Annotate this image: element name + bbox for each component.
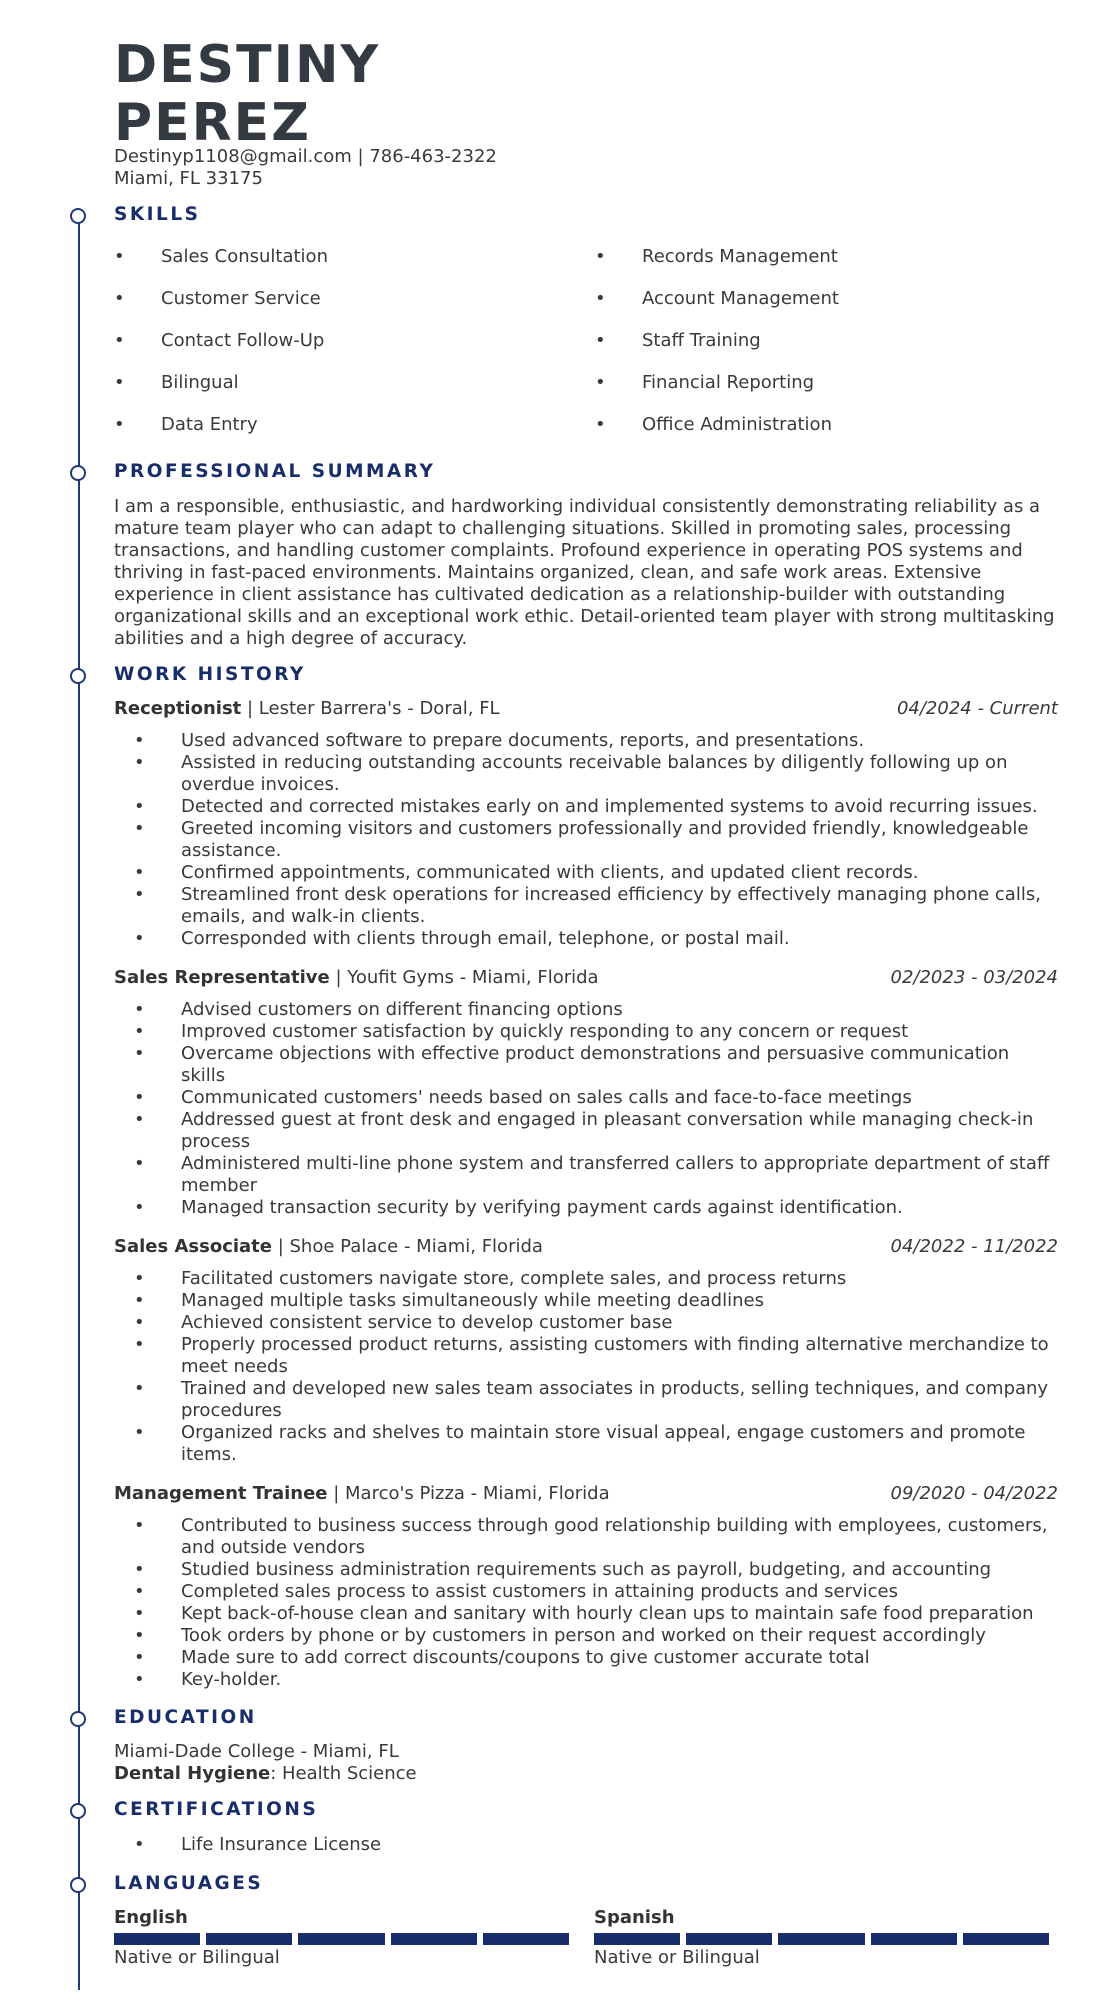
contact-line: Destinyp1108@gmail.com | 786-463-2322 bbox=[114, 146, 497, 167]
skills-list: • Sales Consultation • Customer Service • Contact Follow-Up • Bilingual • Data Entry • Records Management • Account Management • Staff Training • Financial Reporting • Office Administration bbox=[114, 246, 839, 435]
last-name: PEREZ bbox=[114, 93, 311, 153]
rating-segment bbox=[114, 1933, 200, 1945]
list-item: • Managed transaction security by verifying payment cards against identification. bbox=[134, 1197, 903, 1218]
rating-segment bbox=[298, 1933, 384, 1945]
job-company: | Marco's Pizza - Miami, Florida bbox=[327, 1483, 610, 1504]
certifications-list bbox=[114, 1834, 1058, 1856]
language-rating-bar bbox=[114, 1933, 569, 1945]
job-title: Sales Associate bbox=[114, 1236, 272, 1257]
rating-segment bbox=[391, 1933, 477, 1945]
list-item: • Greeted incoming visitors and customers professionally and provided friendly, knowledgeable assistance. bbox=[134, 818, 1029, 861]
education-school: Miami-Dade College - Miami, FL bbox=[114, 1741, 399, 1762]
list-item: • Took orders by phone or by customers in person and worked on their request accordingly bbox=[134, 1625, 986, 1646]
list-item: • Key-holder. bbox=[134, 1669, 282, 1690]
job-header bbox=[114, 967, 1058, 989]
job-company: | Shoe Palace - Miami, Florida bbox=[272, 1236, 543, 1257]
list-item: • Assisted in reducing outstanding accounts receivable balances by diligently following up on overdue invoices. bbox=[134, 752, 1008, 795]
list-item: • Managed multiple tasks simultaneously while meeting deadlines bbox=[134, 1290, 764, 1311]
job-company: | Lester Barrera's - Doral, FL bbox=[241, 698, 500, 719]
job-bullets bbox=[114, 1515, 1058, 1691]
education-degree: Dental Hygiene: Health Science bbox=[114, 1763, 417, 1784]
list-item: • Corresponded with clients through email, telephone, or postal mail. bbox=[134, 928, 790, 949]
language-name: English bbox=[114, 1907, 188, 1928]
rating-segment bbox=[206, 1933, 292, 1945]
list-item: • Detected and corrected mistakes early on and implemented systems to avoid recurring issues. bbox=[134, 796, 1038, 817]
section-title-education: EDUCATION bbox=[114, 1707, 257, 1728]
timeline-node-skills bbox=[70, 208, 86, 224]
language-name: Spanish bbox=[594, 1907, 675, 1928]
section-title-summary: PROFESSIONAL SUMMARY bbox=[114, 461, 436, 482]
list-item: • Achieved consistent service to develop customer base bbox=[134, 1312, 673, 1333]
list-item: • Made sure to add correct discounts/coupons to give customer accurate total bbox=[134, 1647, 870, 1668]
list-item: • Facilitated customers navigate store, complete sales, and process returns bbox=[134, 1268, 847, 1289]
job-dates: 04/2024 - Current bbox=[896, 698, 1058, 719]
list-item: • Confirmed appointments, communicated with clients, and updated client records. bbox=[134, 862, 919, 883]
candidate-name bbox=[114, 36, 380, 152]
timeline-node-summary bbox=[70, 465, 86, 481]
language-level: Native or Bilingual bbox=[594, 1947, 760, 1968]
job-title: Receptionist bbox=[114, 698, 242, 719]
list-item: • Life Insurance License bbox=[134, 1834, 382, 1855]
job-dates: 02/2023 - 03/2024 bbox=[890, 967, 1058, 988]
rating-segment bbox=[963, 1933, 1049, 1945]
job-title: Sales Representative bbox=[114, 967, 330, 988]
section-title-languages: LANGUAGES bbox=[114, 1873, 264, 1894]
language-english bbox=[114, 1907, 569, 1969]
list-item: • Studied business administration requirements such as payroll, budgeting, and accounting bbox=[134, 1559, 992, 1580]
job-bullets bbox=[114, 1268, 1058, 1466]
list-item: • Advised customers on different financing options bbox=[134, 999, 623, 1020]
job-bullets bbox=[114, 999, 1058, 1219]
list-item: • Streamlined front desk operations for increased efficiency by effectively managing phone calls, emails, and walk-in clients. bbox=[134, 884, 1041, 927]
list-item: • Overcame objections with effective product demonstrations and persuasive communication skills bbox=[134, 1043, 1010, 1086]
timeline-node-work bbox=[70, 668, 86, 684]
job-dates: 09/2020 - 04/2022 bbox=[890, 1483, 1058, 1504]
language-level: Native or Bilingual bbox=[114, 1947, 280, 1968]
section-title-work-history: WORK HISTORY bbox=[114, 664, 306, 685]
section-title-skills: SKILLS bbox=[114, 204, 201, 225]
rating-segment bbox=[778, 1933, 864, 1945]
list-item: • Improved customer satisfaction by quickly responding to any concern or request bbox=[134, 1021, 909, 1042]
timeline-node-languages bbox=[70, 1877, 86, 1893]
contact-info bbox=[114, 146, 497, 190]
first-name: DESTINY bbox=[114, 35, 381, 95]
rating-segment bbox=[483, 1933, 569, 1945]
summary-text: I am a responsible, enthusiastic, and hardworking individual consistently demonstrating reliability as a mature team player who can adapt to challenging situations. Skilled in promoting sales, processing transactions, and handling customer complaints. Profound experience in operating POS systems and thriving in fast-paced environments. Maintains organized, clean, and safe work areas. Extensive experience in client assistance has cultivated dedication as a relationship-builder with outstanding organizational skills and an exceptional work ethic. Detail-oriented team player with strong multitasking abilities and a high degree of accuracy. bbox=[114, 496, 1055, 649]
job-company: | Youfit Gyms - Miami, Florida bbox=[329, 967, 599, 988]
language-rating-bar bbox=[594, 1933, 1049, 1945]
list-item: • Completed sales process to assist customers in attaining products and services bbox=[134, 1581, 899, 1602]
list-item: • Communicated customers' needs based on sales calls and face-to-face meetings bbox=[134, 1087, 912, 1108]
job-header bbox=[114, 698, 1058, 720]
language-spanish bbox=[594, 1907, 1049, 1969]
rating-segment bbox=[871, 1933, 957, 1945]
job-header bbox=[114, 1483, 1058, 1505]
list-item: • Administered multi-line phone system and transferred callers to appropriate department of staff member bbox=[134, 1153, 1050, 1196]
rating-segment bbox=[686, 1933, 772, 1945]
timeline-node-certifications bbox=[70, 1803, 86, 1819]
list-item: • Organized racks and shelves to maintain store visual appeal, engage customers and promote items. bbox=[134, 1422, 1026, 1465]
job-title: Management Trainee bbox=[114, 1483, 328, 1504]
list-item: • Properly processed product returns, assisting customers with finding alternative merchandize to meet needs bbox=[134, 1334, 1049, 1377]
list-item: • Kept back-of-house clean and sanitary with hourly clean ups to maintain safe food preparation bbox=[134, 1603, 1034, 1624]
section-title-certifications: CERTIFICATIONS bbox=[114, 1799, 319, 1820]
rating-segment bbox=[594, 1933, 680, 1945]
address: Miami, FL 33175 bbox=[114, 168, 263, 189]
job-dates: 04/2022 - 11/2022 bbox=[890, 1236, 1058, 1257]
job-bullets bbox=[114, 730, 1058, 950]
list-item: • Used advanced software to prepare documents, reports, and presentations. bbox=[134, 730, 865, 751]
list-item: • Addressed guest at front desk and engaged in pleasant conversation while managing check-in process bbox=[134, 1109, 1034, 1152]
list-item: • Contributed to business success through good relationship building with employees, customers, and outside vendors bbox=[134, 1515, 1048, 1558]
timeline-node-education bbox=[70, 1711, 86, 1727]
list-item: • Trained and developed new sales team associates in products, selling techniques, and company procedures bbox=[134, 1378, 1049, 1421]
job-header bbox=[114, 1236, 1058, 1258]
